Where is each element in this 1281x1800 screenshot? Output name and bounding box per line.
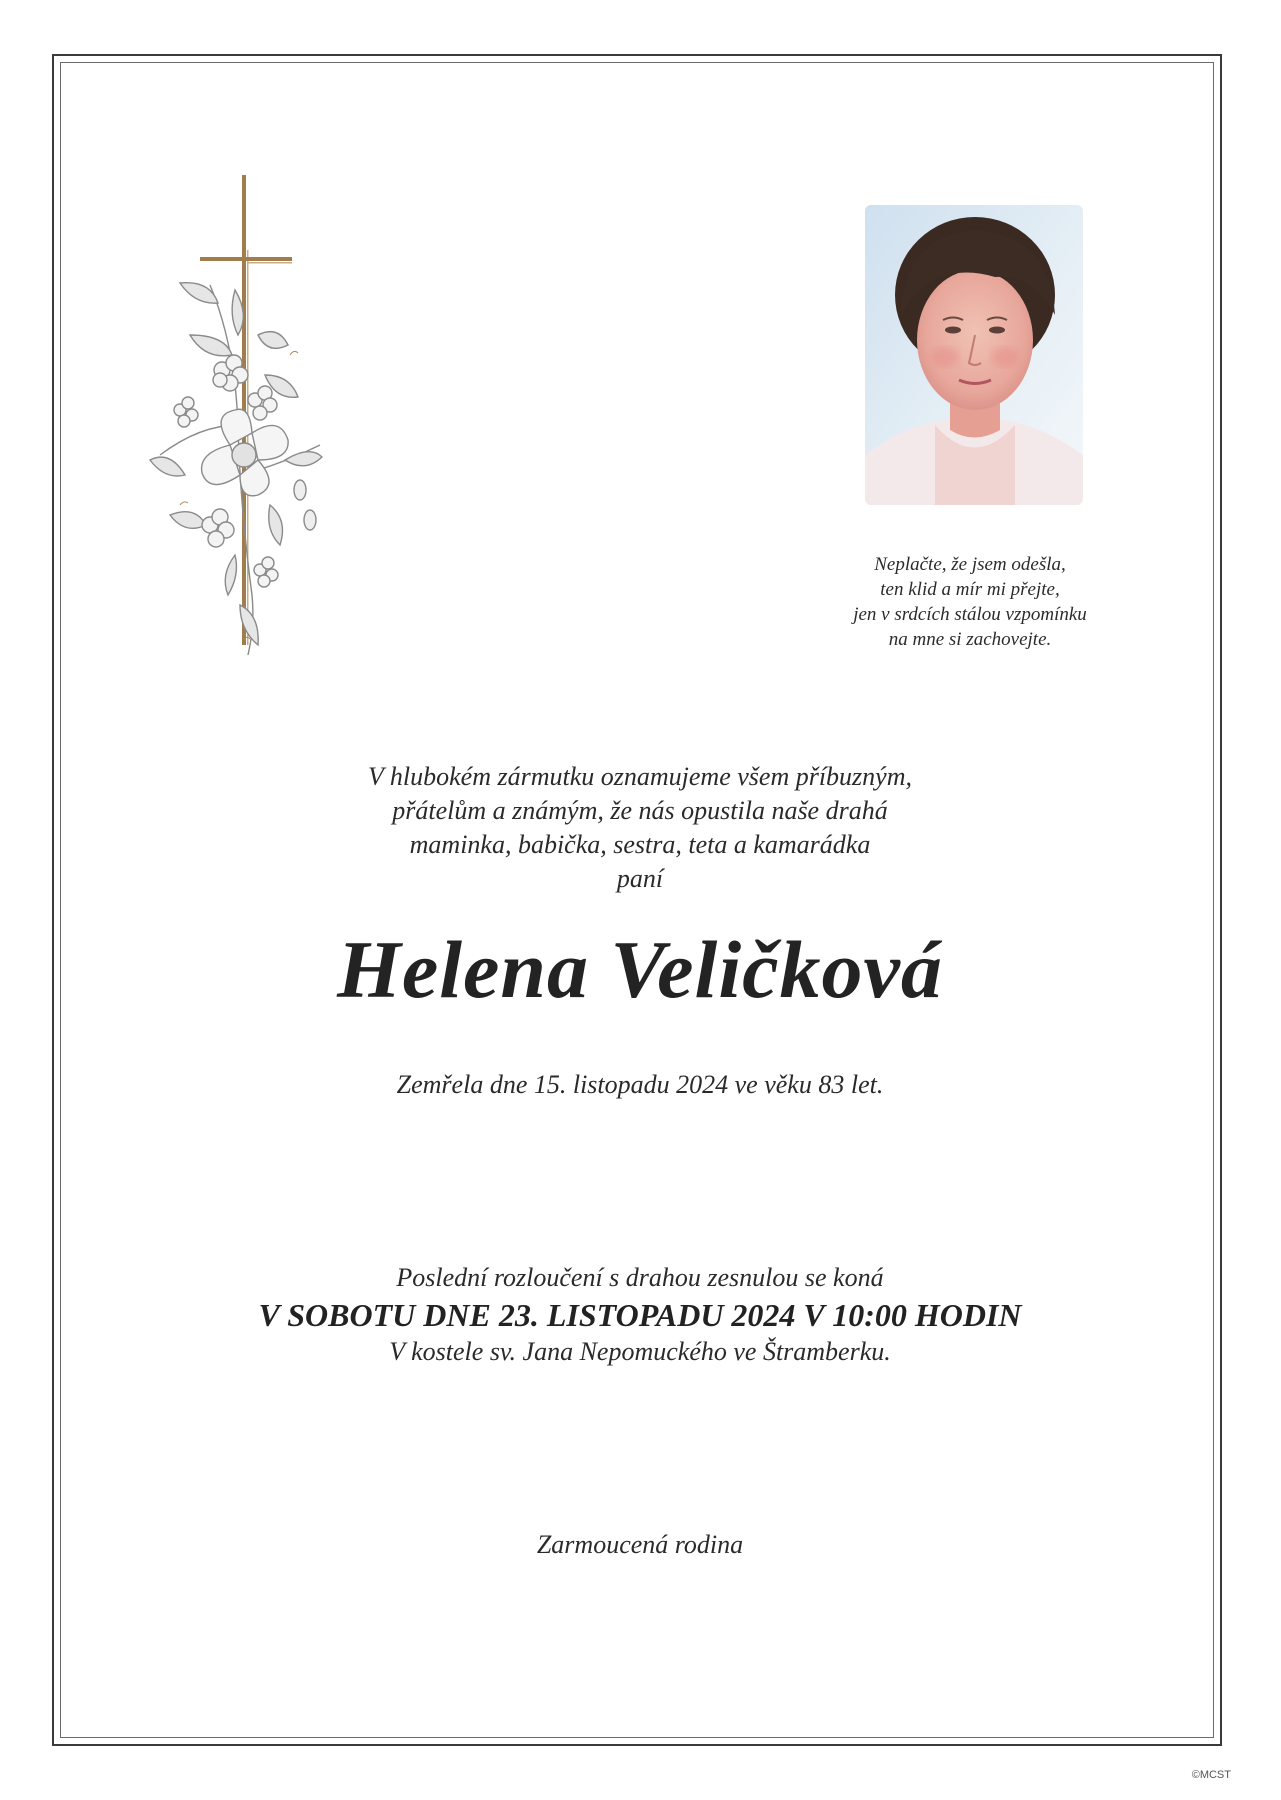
farewell-section xyxy=(140,1260,1140,1370)
family-signature: Zarmoucená rodina xyxy=(536,1530,744,1559)
announcement-text xyxy=(240,760,1040,896)
memorial-poem xyxy=(780,552,1160,652)
announcement-line: maminka, babička, sestra, teta a kamarádka xyxy=(409,830,871,859)
announcement-line: paní xyxy=(616,864,664,893)
announcement-line: přátelům a známým, že nás opustila naše drahá xyxy=(392,796,888,825)
farewell-intro: Poslední rozloučení s drahou zesnulou se koná xyxy=(396,1263,884,1292)
portrait-photo xyxy=(865,205,1083,505)
announcement-line: V hlubokém zármutku oznamujeme všem příbuzným, xyxy=(368,762,912,791)
poem-line: na mne si zachovejte. xyxy=(888,629,1052,650)
poem-line: jen v srdcích stálou vzpomínku xyxy=(853,604,1087,625)
poem-line: Neplačte, že jsem odešla, xyxy=(874,554,1066,575)
publisher-mark: ©MCST xyxy=(1191,1769,1231,1781)
farewell-place: V kostele sv. Jana Nepomuckého ve Štramberku. xyxy=(389,1337,891,1366)
floral-ornament-icon xyxy=(150,283,322,655)
death-note: Zemřela dne 15. listopadu 2024 ve věku 83 let. xyxy=(396,1070,884,1099)
cross-icon xyxy=(140,175,340,665)
poem-line: ten klid a mír mi přejte, xyxy=(880,579,1060,600)
deceased-name: Helena Veličková xyxy=(337,924,943,1015)
farewell-date: V SOBOTU DNE 23. LISTOPADU 2024 V 10:00 HODIN xyxy=(258,1297,1022,1333)
